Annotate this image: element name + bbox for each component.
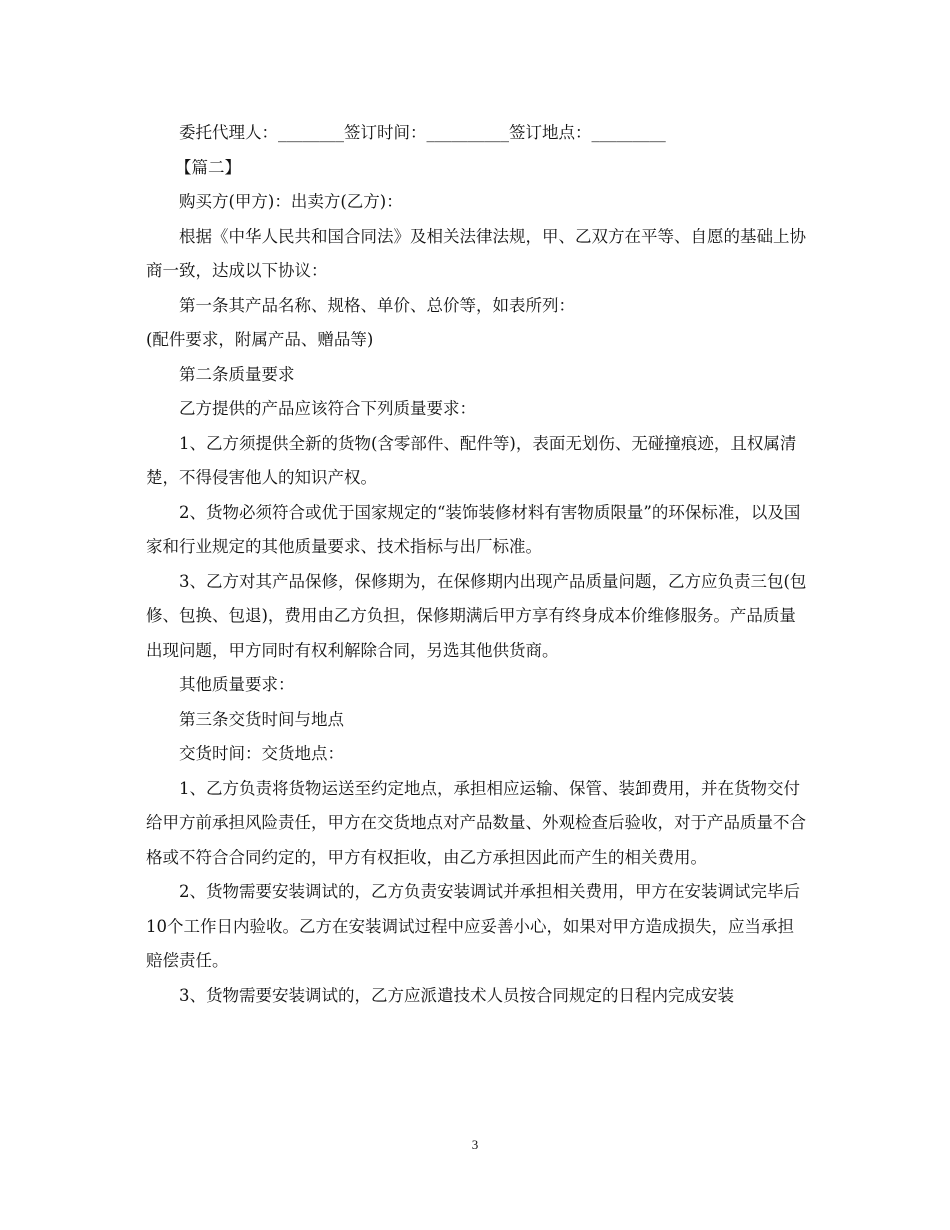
- paragraph-article-three: 第三条交货时间与地点: [179, 709, 344, 729]
- paragraph-delivery-item-3: 3、货物需要安装调试的，乙方应派遣技术人员按合同规定的日程内完成安装: [179, 985, 734, 1005]
- paragraph-delivery-item-1: 1、乙方负责将货物运送至约定地点，承担相应运输、保管、装卸费用，并在货物交付给甲方前承担风险责任，甲方在交货地点对产品数量、外观检查后验收，对于产品质量不合格或不符合合同约定的，甲方有权拒收，由乙方承担因此而产生的相关费用。: [146, 778, 806, 867]
- document-body: [146, 116, 808, 1013]
- paragraph-article-two: 第二条质量要求: [179, 364, 295, 384]
- paragraph-article-one: 第一条其产品名称、规格、单价、总价等，如表所列：: [179, 295, 575, 315]
- paragraph-signing-info: 委托代理人：________签订时间：__________签订地点：_________: [179, 123, 666, 142]
- paragraph-other-quality: 其他质量要求：: [179, 675, 295, 694]
- paragraph-legal-basis: 根据《中华人民共和国合同法》及相关法律法规，甲、乙双方在平等、自愿的基础上协商一致，达成以下协议：: [146, 226, 806, 280]
- page-number: 3: [471, 1137, 479, 1152]
- paragraph-parties: 购买方(甲方)：出卖方(乙方)：: [179, 192, 403, 211]
- paragraph-quality-item-3: 3、乙方对其产品保修，保修期为，在保修期内出现产品质量问题，乙方应负责三包(包修、包换、包退)，费用由乙方负担，保修期满后甲方享有终身成本价维修服务。产品质量出现问题，甲方同时有权利解除合同，另选其他供货商。: [146, 571, 807, 660]
- paragraph-quality-intro: 乙方提供的产品应该符合下列质量要求：: [179, 399, 476, 418]
- paragraph-quality-item-1: 1、乙方须提供全新的货物(含零部件、配件等)，表面无划伤、无碰撞痕迹，且权属清楚，不得侵害他人的知识产权。: [146, 433, 797, 487]
- paragraph-delivery-item-2: 2、货物需要安装调试的，乙方负责安装调试并承担相关费用，甲方在安装调试完毕后10个工作日内验收。乙方在安装调试过程中应妥善小心，如果对甲方造成损失，应当承担赔偿责任。: [146, 882, 800, 970]
- paragraph-quality-item-2: 2、货物必须符合或优于国家规定的“装饰装修材料有害物质限量”的环保标准，以及国家和行业规定的其他质量要求、技术指标与出厂标准。: [146, 502, 801, 556]
- section-heading-part-two: 【篇二】: [175, 157, 241, 177]
- paragraph-delivery-time-place: 交货时间：交货地点：: [179, 744, 344, 763]
- paragraph-accessory-requirements: (配件要求，附属产品、赠品等): [146, 330, 374, 349]
